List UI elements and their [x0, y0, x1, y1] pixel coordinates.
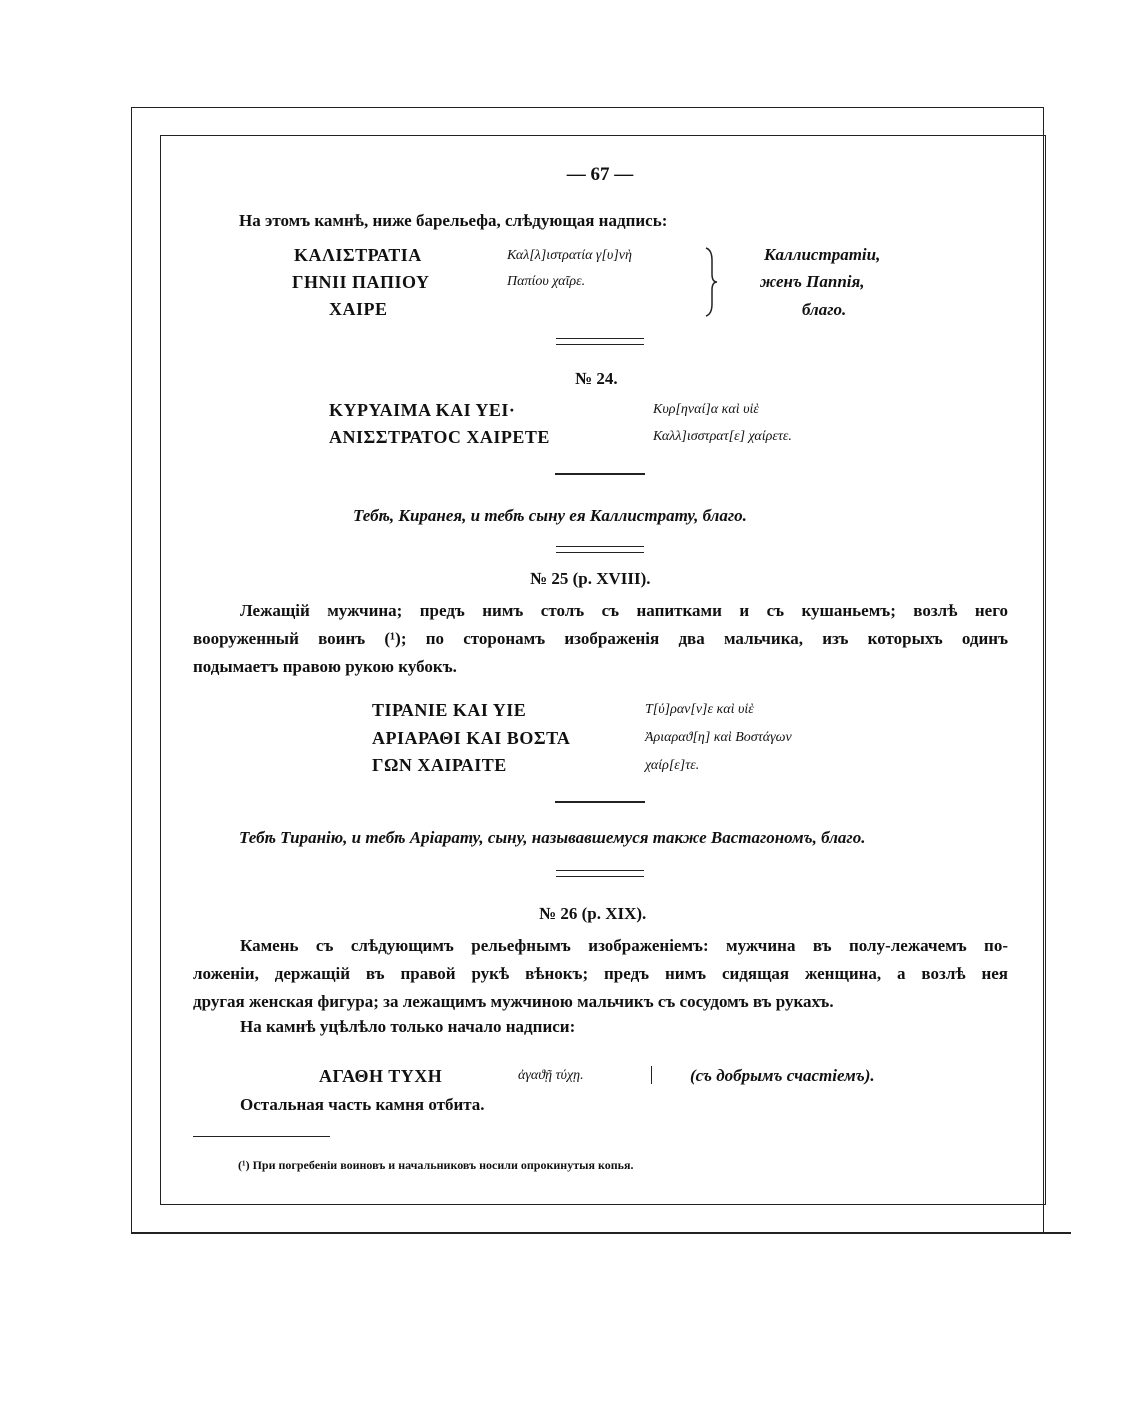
- no25-caps-3: ΓΩΝ ΧΑΙΡΑΙΤΕ: [372, 755, 507, 775]
- no25-paragraph-line-3: подымаетъ правою рукою кубокъ.: [193, 657, 457, 676]
- insc23-minuscule-1: Καλ[λ]ιστρατία γ[υ]νὴ: [507, 248, 632, 263]
- no26-paragraph-line-3: другая женская фигура; за лежащимъ мужчиною мальчикъ съ сосудомъ въ рукахъ.: [193, 992, 834, 1011]
- no26-rest-line: Остальная часть камня отбита.: [240, 1095, 485, 1114]
- double-rule-1: [556, 338, 644, 345]
- no26-start-line: На камнѣ уцѣлѣло только начало надписи:: [240, 1017, 576, 1036]
- no25-paragraph: [193, 597, 1008, 681]
- no25-caps-1: ΤΙΡΑΝΙΕ ΚΑΙ ΥΙΕ: [372, 700, 527, 720]
- outer-frame-bottom-rule: [131, 1232, 1071, 1234]
- no25-paragraph-line-2: вооруженный воинъ (¹); по сторонамъ изображенія два мальчика, изъ которыхъ одинъ: [193, 629, 1008, 648]
- no25-minuscule-3: χαίρ[ε]τε.: [645, 758, 700, 773]
- single-rule-2: [555, 801, 645, 803]
- no26-heading: № 26 (р. XIX).: [539, 904, 647, 923]
- single-rule-1: [555, 473, 645, 475]
- no24-heading: № 24.: [575, 369, 618, 388]
- no26-paragraph: [193, 932, 1008, 1016]
- footnote: (¹) При погребеніи воиновъ и начальниковъ носили опрокинутыя копья.: [238, 1158, 634, 1172]
- no24-caps-2: ΑΝΙΣΣΤΡΑΤΟϹ ΧΑΙΡΕΤΕ: [329, 427, 550, 447]
- insc23-minuscule-2: Παπίου χαῖρε.: [507, 274, 586, 289]
- insc23-caps-2: ΓΗΝΙΙ ΠΑΠΙΟΥ: [292, 272, 430, 292]
- no24-translation: Тебѣ, Киранея, и тебѣ сыну ея Каллистрату, благо.: [353, 506, 747, 525]
- no25-translation: Тебѣ Тиранію, и тебѣ Аріарату, сыну, называвшемуся также Вастагономъ, благо.: [239, 828, 866, 847]
- page-number: — 67 —: [566, 164, 634, 185]
- no24-minuscule-1: Κυρ[ηναί]α καὶ υἱὲ: [653, 402, 759, 417]
- no26-caps: ΑΓΑΘΗ ΤΥΧΗ: [319, 1066, 443, 1086]
- insc23-translation-3: благо.: [802, 300, 847, 319]
- no25-paragraph-line-1: Лежащій мужчина; предъ нимъ столъ съ напитками и съ кушаньемъ; возлѣ него: [240, 601, 1008, 620]
- insc23-translation-1: Каллистратіи,: [764, 245, 881, 264]
- insc23-translation-2: женъ Паппія,: [760, 272, 865, 291]
- no26-paragraph-line-2: ложеніи, держащій въ правой рукѣ вѣнокъ; предъ нимъ сидящая женщина, а возлѣ нея: [193, 964, 1008, 983]
- no26-paragraph-line-1: Камень съ слѣдующимъ рельефнымъ изображеніемъ: мужчина въ полу-лежачемъ по-: [240, 936, 1008, 955]
- intro-line: На этомъ камнѣ, ниже барельефа, слѣдующая надпись:: [239, 211, 668, 230]
- no25-minuscule-1: Τ[ύ]ραν[ν]ε καὶ υἱὲ: [645, 702, 754, 717]
- no25-minuscule-2: Ἀριαραϑ[η] καὶ Βοστάγων: [645, 730, 792, 745]
- insc23-brace: [700, 246, 720, 318]
- no25-caps-2: ΑΡΙΑΡΑΘΙ ΚΑΙ ΒΟΣΤΑ: [372, 728, 571, 748]
- no26-separator-bar: [651, 1066, 653, 1084]
- double-rule-2: [556, 546, 644, 553]
- insc23-caps-3: ΧΑΙΡΕ: [329, 299, 388, 319]
- no26-translation: (съ добрымъ счастіемъ).: [690, 1066, 875, 1085]
- no24-minuscule-2: Καλλ]ισστρατ[ε] χαίρετε.: [653, 429, 792, 444]
- no25-heading: № 25 (р. XVIII).: [530, 569, 651, 588]
- no24-caps-1: ΚΥΡΥΑΙΜΑ ΚΑΙ ΥΕΙ·: [329, 400, 516, 420]
- footnote-rule: [193, 1136, 330, 1137]
- insc23-caps-1: ΚΑΛΙΣΤΡΑΤΙΑ: [294, 245, 422, 265]
- no26-minuscule: ἀγαϑῇ τύχῃ.: [518, 1068, 584, 1083]
- double-rule-3: [556, 870, 644, 877]
